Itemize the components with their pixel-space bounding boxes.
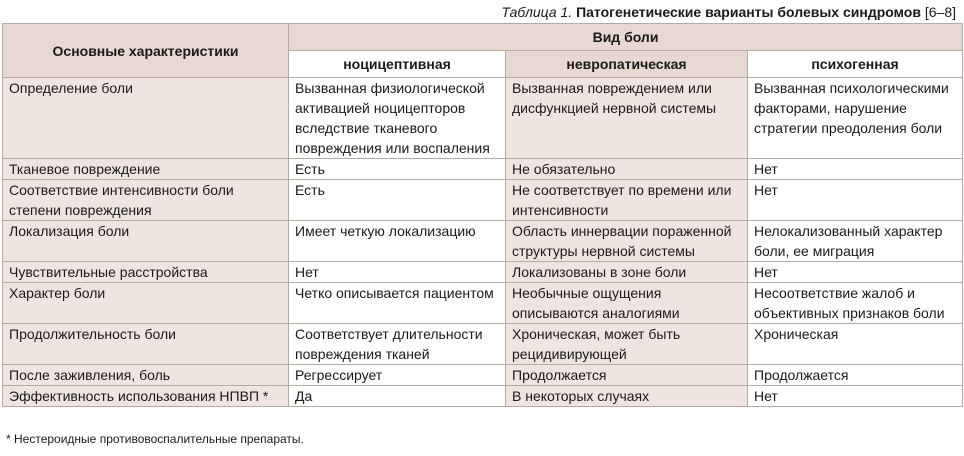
cell-neuropathic: Хроническая, может быть рецидивирующей: [506, 324, 748, 365]
cell-nociceptive: Нет: [289, 262, 506, 283]
table-header-row-1: [3, 24, 963, 51]
header-neuropathic: невропатическая: [506, 51, 748, 78]
table-caption: [501, 3, 956, 21]
cell-neuropathic: Область иннервации пораженной структуры нервной системы: [506, 221, 748, 262]
row-label: После заживления, боль: [3, 365, 289, 386]
cell-psychogenic: Нет: [748, 180, 963, 221]
cell-neuropathic: Вызванная повреждением или дисфункцией нервной системы: [506, 78, 748, 159]
table-body: [3, 78, 963, 407]
cell-nociceptive: Соответствует длительности повреждения тканей: [289, 324, 506, 365]
table-row: [3, 159, 963, 180]
row-label: Соответствие интенсивности боли степени повреждения: [3, 180, 289, 221]
cell-neuropathic: В некоторых случаях: [506, 386, 748, 407]
cell-nociceptive: Имеет четкую локализацию: [289, 221, 506, 262]
cell-psychogenic: Нет: [748, 386, 963, 407]
cell-psychogenic: Продолжается: [748, 365, 963, 386]
row-label: Эффективность использования НПВП *: [3, 386, 289, 407]
cell-psychogenic: Нелокализованный характер боли, ее миграция: [748, 221, 963, 262]
row-label: Определение боли: [3, 78, 289, 159]
table-row: [3, 262, 963, 283]
table-row: [3, 221, 963, 262]
cell-psychogenic: Несоответствие жалоб и объективных признаков боли: [748, 283, 963, 324]
cell-neuropathic: Не обязательно: [506, 159, 748, 180]
cell-neuropathic: Локализованы в зоне боли: [506, 262, 748, 283]
table-row: [3, 180, 963, 221]
caption-prefix: Таблица 1.: [501, 4, 573, 20]
cell-neuropathic: Не соответствует по времени или интенсивности: [506, 180, 748, 221]
row-label: Продолжительность боли: [3, 324, 289, 365]
row-label: Чувствительные расстройства: [3, 262, 289, 283]
cell-nociceptive: Вызванная физиологической активацией ноцицепторов вследствие тканевого повреждения или воспаления: [289, 78, 506, 159]
row-label: Тканевое повреждение: [3, 159, 289, 180]
footnote: * Нестероидные противовоспалительные препараты.: [6, 432, 304, 446]
header-psychogenic: психогенная: [748, 51, 963, 78]
row-label: Характер боли: [3, 283, 289, 324]
caption-refs: [6–8]: [924, 4, 956, 20]
table-row: [3, 283, 963, 324]
pain-syndromes-table: [2, 23, 963, 407]
caption-title: Патогенетические варианты болевых синдромов: [576, 4, 921, 20]
table-row: [3, 78, 963, 159]
cell-psychogenic: Нет: [748, 262, 963, 283]
cell-nociceptive: Да: [289, 386, 506, 407]
cell-psychogenic: Хроническая: [748, 324, 963, 365]
cell-psychogenic: Вызванная психологическими факторами, нарушение стратегии преодоления боли: [748, 78, 963, 159]
header-main-characteristics: Основные характеристики: [3, 24, 289, 78]
table-row: [3, 365, 963, 386]
cell-nociceptive: Есть: [289, 180, 506, 221]
cell-neuropathic: Необычные ощущения описываются аналогиями: [506, 283, 748, 324]
table-row: [3, 386, 963, 407]
cell-nociceptive: Регрессирует: [289, 365, 506, 386]
header-nociceptive: ноцицептивная: [289, 51, 506, 78]
row-label: Локализация боли: [3, 221, 289, 262]
table-row: [3, 324, 963, 365]
cell-psychogenic: Нет: [748, 159, 963, 180]
cell-neuropathic: Продолжается: [506, 365, 748, 386]
cell-nociceptive: Есть: [289, 159, 506, 180]
header-pain-type: Вид боли: [289, 24, 963, 51]
cell-nociceptive: Четко описывается пациентом: [289, 283, 506, 324]
